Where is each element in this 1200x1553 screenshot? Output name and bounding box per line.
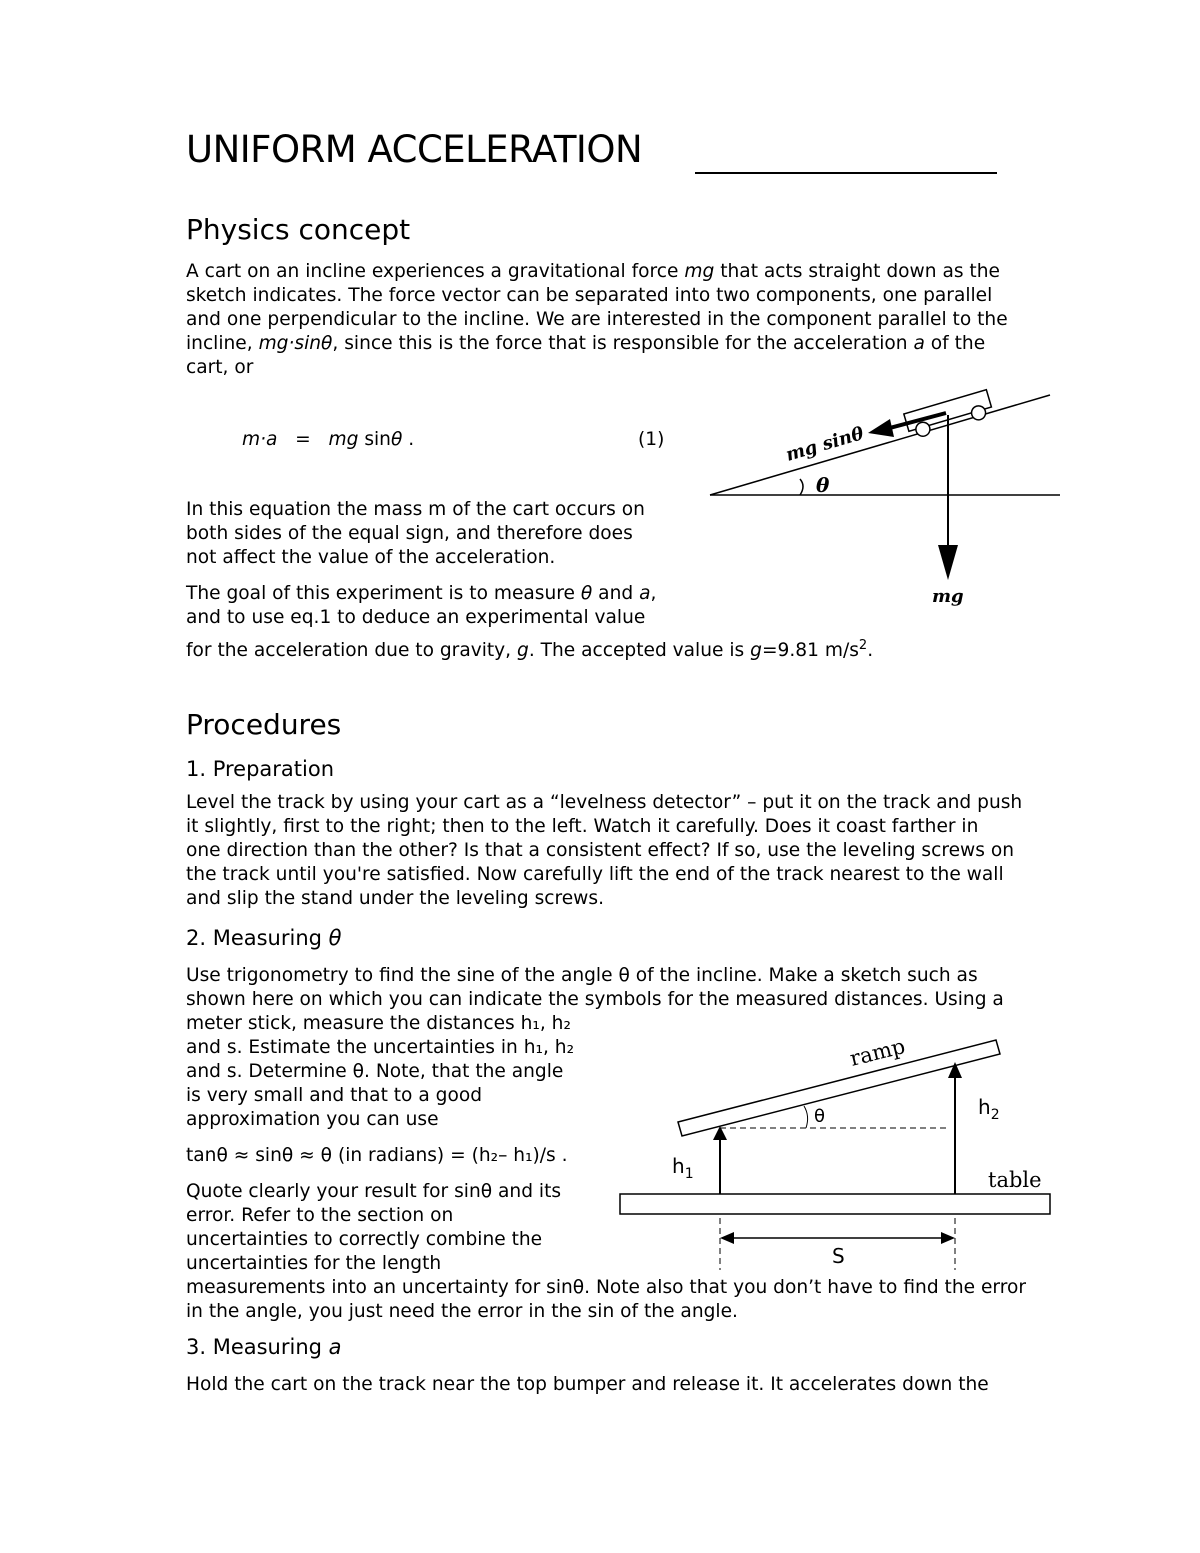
text-line: approximation you can use [186,1109,439,1130]
text-line: in the angle, you just need the error in the sin of the angle. [186,1301,738,1322]
superscript: 2 [858,638,868,653]
text: A cart on an incline experiences a gravitational force [186,261,679,282]
symbol-mg: mg [684,261,715,282]
incline-force-diagram [700,375,1070,615]
equation-period: . [408,429,415,450]
angle-label: θ [816,473,830,497]
text-line [186,634,874,662]
text: , since this is the force that is responsible for the acceleration [332,333,914,354]
text: of the [924,333,986,354]
s-left-arrowhead [720,1232,734,1244]
h2-subscript: 2 [990,1107,1000,1123]
text-line: uncertainties for the length [186,1253,442,1274]
symbol-a: a [639,583,651,604]
symbol-g: g [517,640,529,662]
text: =9.81 m/s [761,640,859,662]
text-line: it slightly, first to the right; then to the left. Watch it carefully. Does it coast farther in [186,816,979,837]
text-line: Level the track by using your cart as a “levelness detector” – put it on the track and push [186,792,1023,813]
equation-mg: mg [328,429,359,450]
weight-label: mg [932,586,964,607]
section-heading-concept: Physics concept [186,213,411,246]
equation-1 [242,428,414,452]
step1-heading: 1. Preparation [186,757,335,781]
table-surface [620,1194,1050,1214]
incline-line [710,395,1050,495]
formula-line: tanθ ≈ sinθ ≈ θ (in radians) = (h₂– h₁)/s . [186,1145,568,1166]
h1-label [672,1154,694,1182]
text-line: measurements into an uncertainty for sinθ. Note also that you don’t have to find the error [186,1277,1026,1298]
step3-paragraph [186,1373,989,1397]
text-line: meter stick, measure the distances h₁, h₂ [186,1013,571,1034]
text: 3. Measuring [186,1335,329,1359]
text-line: shown here on which you can indicate the symbols for the measured distances. Using a [186,989,1004,1010]
text: and [592,583,640,604]
text-line: cart, or [186,357,254,378]
symbol-mgsin: mg·sinθ [258,333,333,354]
text-line: both sides of the equal sign, and therefore does [186,523,633,544]
text-line: and to use eq.1 to deduce an experimental value [186,607,646,628]
text-line: and slip the stand under the leveling screws. [186,888,604,909]
angle-arc [804,1106,808,1128]
table-label: table [988,1168,1042,1192]
h1-letter: h [672,1154,685,1178]
text-line [186,260,1008,284]
text-line: Hold the cart on the track near the top bumper and release it. It accelerates down the [186,1374,989,1395]
text-line: and s. Determine θ. Note, that the angle [186,1061,564,1082]
text-line: Use trigonometry to find the sine of the angle θ of the incline. Make a sketch such as [186,965,978,986]
concept-paragraph-3 [186,582,874,662]
equation-lhs: m·a [242,429,278,450]
symbol-theta: θ [328,926,342,950]
force-label: mg sinθ [783,423,867,466]
text-line: uncertainties to correctly combine the [186,1229,543,1250]
page-title [186,128,642,171]
parallel-force-arrowhead [868,419,894,437]
h2-letter: h [978,1095,991,1119]
h2-label [978,1095,1000,1123]
text: , [650,583,657,604]
text: . The accepted value is [528,640,751,662]
weight-arrowhead [938,545,958,580]
text: for the acceleration due to gravity, [186,640,517,662]
title-text: UNIFORM ACCELERATION [186,128,643,171]
text-line: one direction than the other? Is that a consistent effect? If so, use the leveling screws on [186,840,1014,861]
text-line: Quote clearly your result for sinθ and its [186,1181,562,1202]
step3-heading [186,1335,342,1359]
text-line: In this equation the mass m of the cart occurs on [186,499,645,520]
text-line: the track until you're satisfied. Now carefully lift the end of the track nearest to the wall [186,864,1004,885]
s-label: S [832,1244,845,1268]
text: that acts straight down as the [720,261,1000,282]
symbol-theta: θ [580,583,593,604]
symbol-a: a [913,333,925,354]
equation-equals: = [295,429,311,450]
text-line: sketch indicates. The force vector can be separated into two components, one parallel [186,285,993,306]
ramp-diagram [610,1030,1060,1280]
text: incline, [186,333,259,354]
text-line: and s. Estimate the uncertainties in h₁, h₂ [186,1037,575,1058]
theta-label: θ [814,1106,826,1127]
equation-number: (1) [638,429,665,450]
ramp [678,1040,1000,1136]
concept-paragraph-1 [186,260,1008,380]
equation-theta: θ [390,429,403,450]
step2-heading [186,926,342,950]
text-line: is very small and that to a good [186,1085,483,1106]
ramp-board [678,1040,1000,1136]
ramp-label: ramp [847,1034,908,1071]
h1-subscript: 1 [684,1166,694,1182]
text-line [186,332,1008,356]
section-heading-procedures: Procedures [186,708,342,741]
angle-arc [800,479,803,495]
symbol-g: g [750,640,762,662]
s-right-arrowhead [941,1232,955,1244]
title-underline [695,172,997,174]
text: . [867,640,874,662]
text-line: and one perpendicular to the incline. We are interested in the component parallel to the [186,309,1008,330]
equation-sin: sin [364,429,391,450]
text: 2. Measuring [186,926,329,950]
concept-paragraph-2 [186,498,645,570]
text-line: not affect the value of the acceleration. [186,547,556,568]
symbol-a: a [328,1335,342,1359]
step1-paragraph [186,791,1022,911]
text: The goal of this experiment is to measure [186,583,581,604]
text-line: error. Refer to the section on [186,1205,454,1226]
text-line [186,582,873,606]
